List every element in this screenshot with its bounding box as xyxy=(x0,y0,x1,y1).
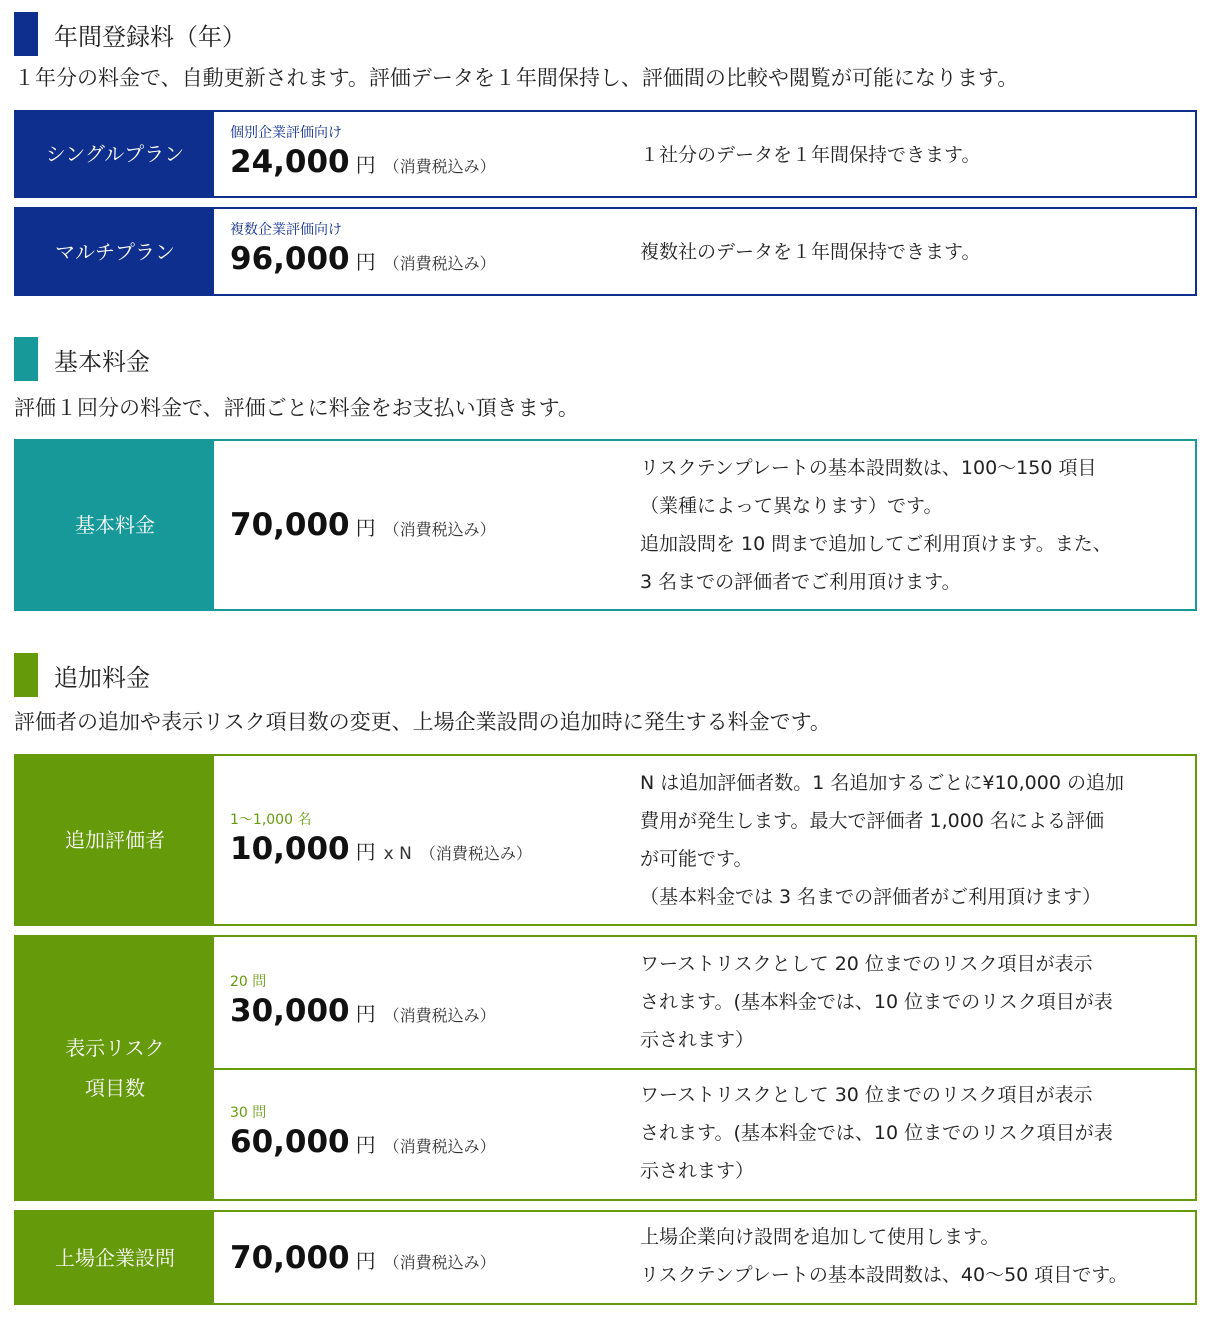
single-plan-target: 個別企業評価向け xyxy=(230,125,342,141)
listed-company-note: 上場企業向け設問を追加して使用します。 リスクテンプレートの基本設問数は、40～50 項目です。 xyxy=(640,1226,1128,1286)
additional-evaluator-label: 追加評価者 xyxy=(16,756,214,924)
risk-items-row-30 xyxy=(214,1068,1195,1199)
additional-section-header xyxy=(14,653,150,697)
basic-fee-row xyxy=(214,441,1195,609)
listed-company-yen: 円 xyxy=(355,1249,376,1273)
multi-plan-target: 複数企業評価向け xyxy=(230,222,342,238)
basic-fee-yen: 円 xyxy=(355,516,376,540)
risk-20-yen: 円 xyxy=(355,1002,376,1026)
risk-30-amount: 60,000 xyxy=(230,1124,350,1160)
risk-30-count: 30 問 xyxy=(230,1105,267,1121)
single-plan-tax: （消費税込み） xyxy=(383,157,496,176)
additional-evaluator-amount: 10,000 xyxy=(230,831,350,867)
multi-plan-label: マルチプラン xyxy=(16,209,214,294)
risk-20-tax: （消費税込み） xyxy=(383,1006,496,1025)
basic-fee-amount: 70,000 xyxy=(230,507,350,543)
single-plan-amount: 24,000 xyxy=(230,144,350,180)
basic-fee-label: 基本料金 xyxy=(16,441,214,609)
single-plan-note: １社分のデータを１年間保持できます。 xyxy=(640,144,981,166)
annual-section-title: 年間登録料（年） xyxy=(54,22,246,51)
additional-evaluator-yen: 円 xyxy=(355,840,376,864)
risk-30-price xyxy=(230,1104,496,1167)
risk-30-tax: （消費税込み） xyxy=(383,1137,496,1156)
basic-section-header xyxy=(14,337,150,381)
risk-30-yen: 円 xyxy=(355,1133,376,1157)
additional-section-marker xyxy=(14,653,38,697)
multi-plan-row xyxy=(214,209,1195,294)
listed-company-row xyxy=(214,1212,1195,1303)
single-plan-row xyxy=(214,112,1195,196)
multi-plan-yen: 円 xyxy=(355,250,376,274)
basic-fee-card xyxy=(14,439,1197,611)
risk-items-row-20 xyxy=(214,937,1195,1068)
additional-evaluator-row xyxy=(214,756,1195,924)
additional-evaluator-tax: （消費税込み） xyxy=(419,844,532,863)
listed-company-price xyxy=(230,1238,496,1283)
risk-items-label-line2: 項目数 xyxy=(84,1076,145,1100)
multi-plan-card xyxy=(14,207,1197,296)
additional-evaluator-note: N は追加評価者数。1 名追加するごとに¥10,000 の追加 費用が発生します。最大で評価者 1,000 名による評価 が可能です。 （基本料金では 3 名までの評価者がご利用頂けます） xyxy=(640,772,1124,908)
additional-section-description: 評価者の追加や表示リスク項目数の変更、上場企業設問の追加時に発生する料金です。 xyxy=(14,710,831,734)
basic-section-title: 基本料金 xyxy=(54,347,150,376)
annual-section-header xyxy=(14,12,246,56)
annual-section-marker xyxy=(14,12,38,56)
multi-plan-price xyxy=(230,221,496,284)
basic-section-marker xyxy=(14,337,38,381)
multi-plan-tax: （消費税込み） xyxy=(383,254,496,273)
additional-section-title: 追加料金 xyxy=(54,663,150,692)
risk-items-label xyxy=(16,937,214,1199)
single-plan-card xyxy=(14,110,1197,198)
risk-30-note: ワーストリスクとして 30 位までのリスク項目が表示 されます。(基本料金では、10 位までのリスク項目が表 示されます） xyxy=(640,1084,1113,1182)
multi-plan-amount: 96,000 xyxy=(230,241,350,277)
basic-fee-tax: （消費税込み） xyxy=(383,520,496,539)
listed-company-card xyxy=(14,1210,1197,1305)
risk-20-amount: 30,000 xyxy=(230,993,350,1029)
listed-company-amount: 70,000 xyxy=(230,1240,350,1276)
additional-evaluator-multiplier: x N xyxy=(383,844,412,864)
additional-evaluator-price xyxy=(230,811,532,874)
risk-items-label-line1: 表示リスク xyxy=(65,1036,165,1060)
annual-section-description: １年分の料金で、自動更新されます。評価データを１年間保持し、評価間の比較や閲覧が可能になります。 xyxy=(14,66,1019,90)
listed-company-label: 上場企業設問 xyxy=(16,1212,214,1303)
risk-20-price xyxy=(230,973,496,1036)
multi-plan-note: 複数社のデータを１年間保持できます。 xyxy=(640,241,981,263)
basic-fee-note: リスクテンプレートの基本設問数は、100～150 項目 （業種によって異なります）です。 追加設問を 10 問まで追加してご利用頂けます。また、 3 名までの評価者でご利用頂けます。 xyxy=(640,457,1112,593)
risk-20-note: ワーストリスクとして 20 位までのリスク項目が表示 されます。(基本料金では、10 位までのリスク項目が表 示されます） xyxy=(640,953,1113,1051)
risk-items-card xyxy=(14,935,1197,1201)
single-plan-yen: 円 xyxy=(355,153,376,177)
basic-fee-price xyxy=(230,505,496,550)
risk-20-count: 20 問 xyxy=(230,974,267,990)
listed-company-tax: （消費税込み） xyxy=(383,1253,496,1272)
basic-section-description: 評価１回分の料金で、評価ごとに料金をお支払い頂きます。 xyxy=(14,396,579,420)
additional-evaluator-card xyxy=(14,754,1197,926)
additional-evaluator-range: 1～1,000 名 xyxy=(230,812,312,828)
single-plan-label: シングルプラン xyxy=(16,112,214,196)
single-plan-price xyxy=(230,124,496,187)
